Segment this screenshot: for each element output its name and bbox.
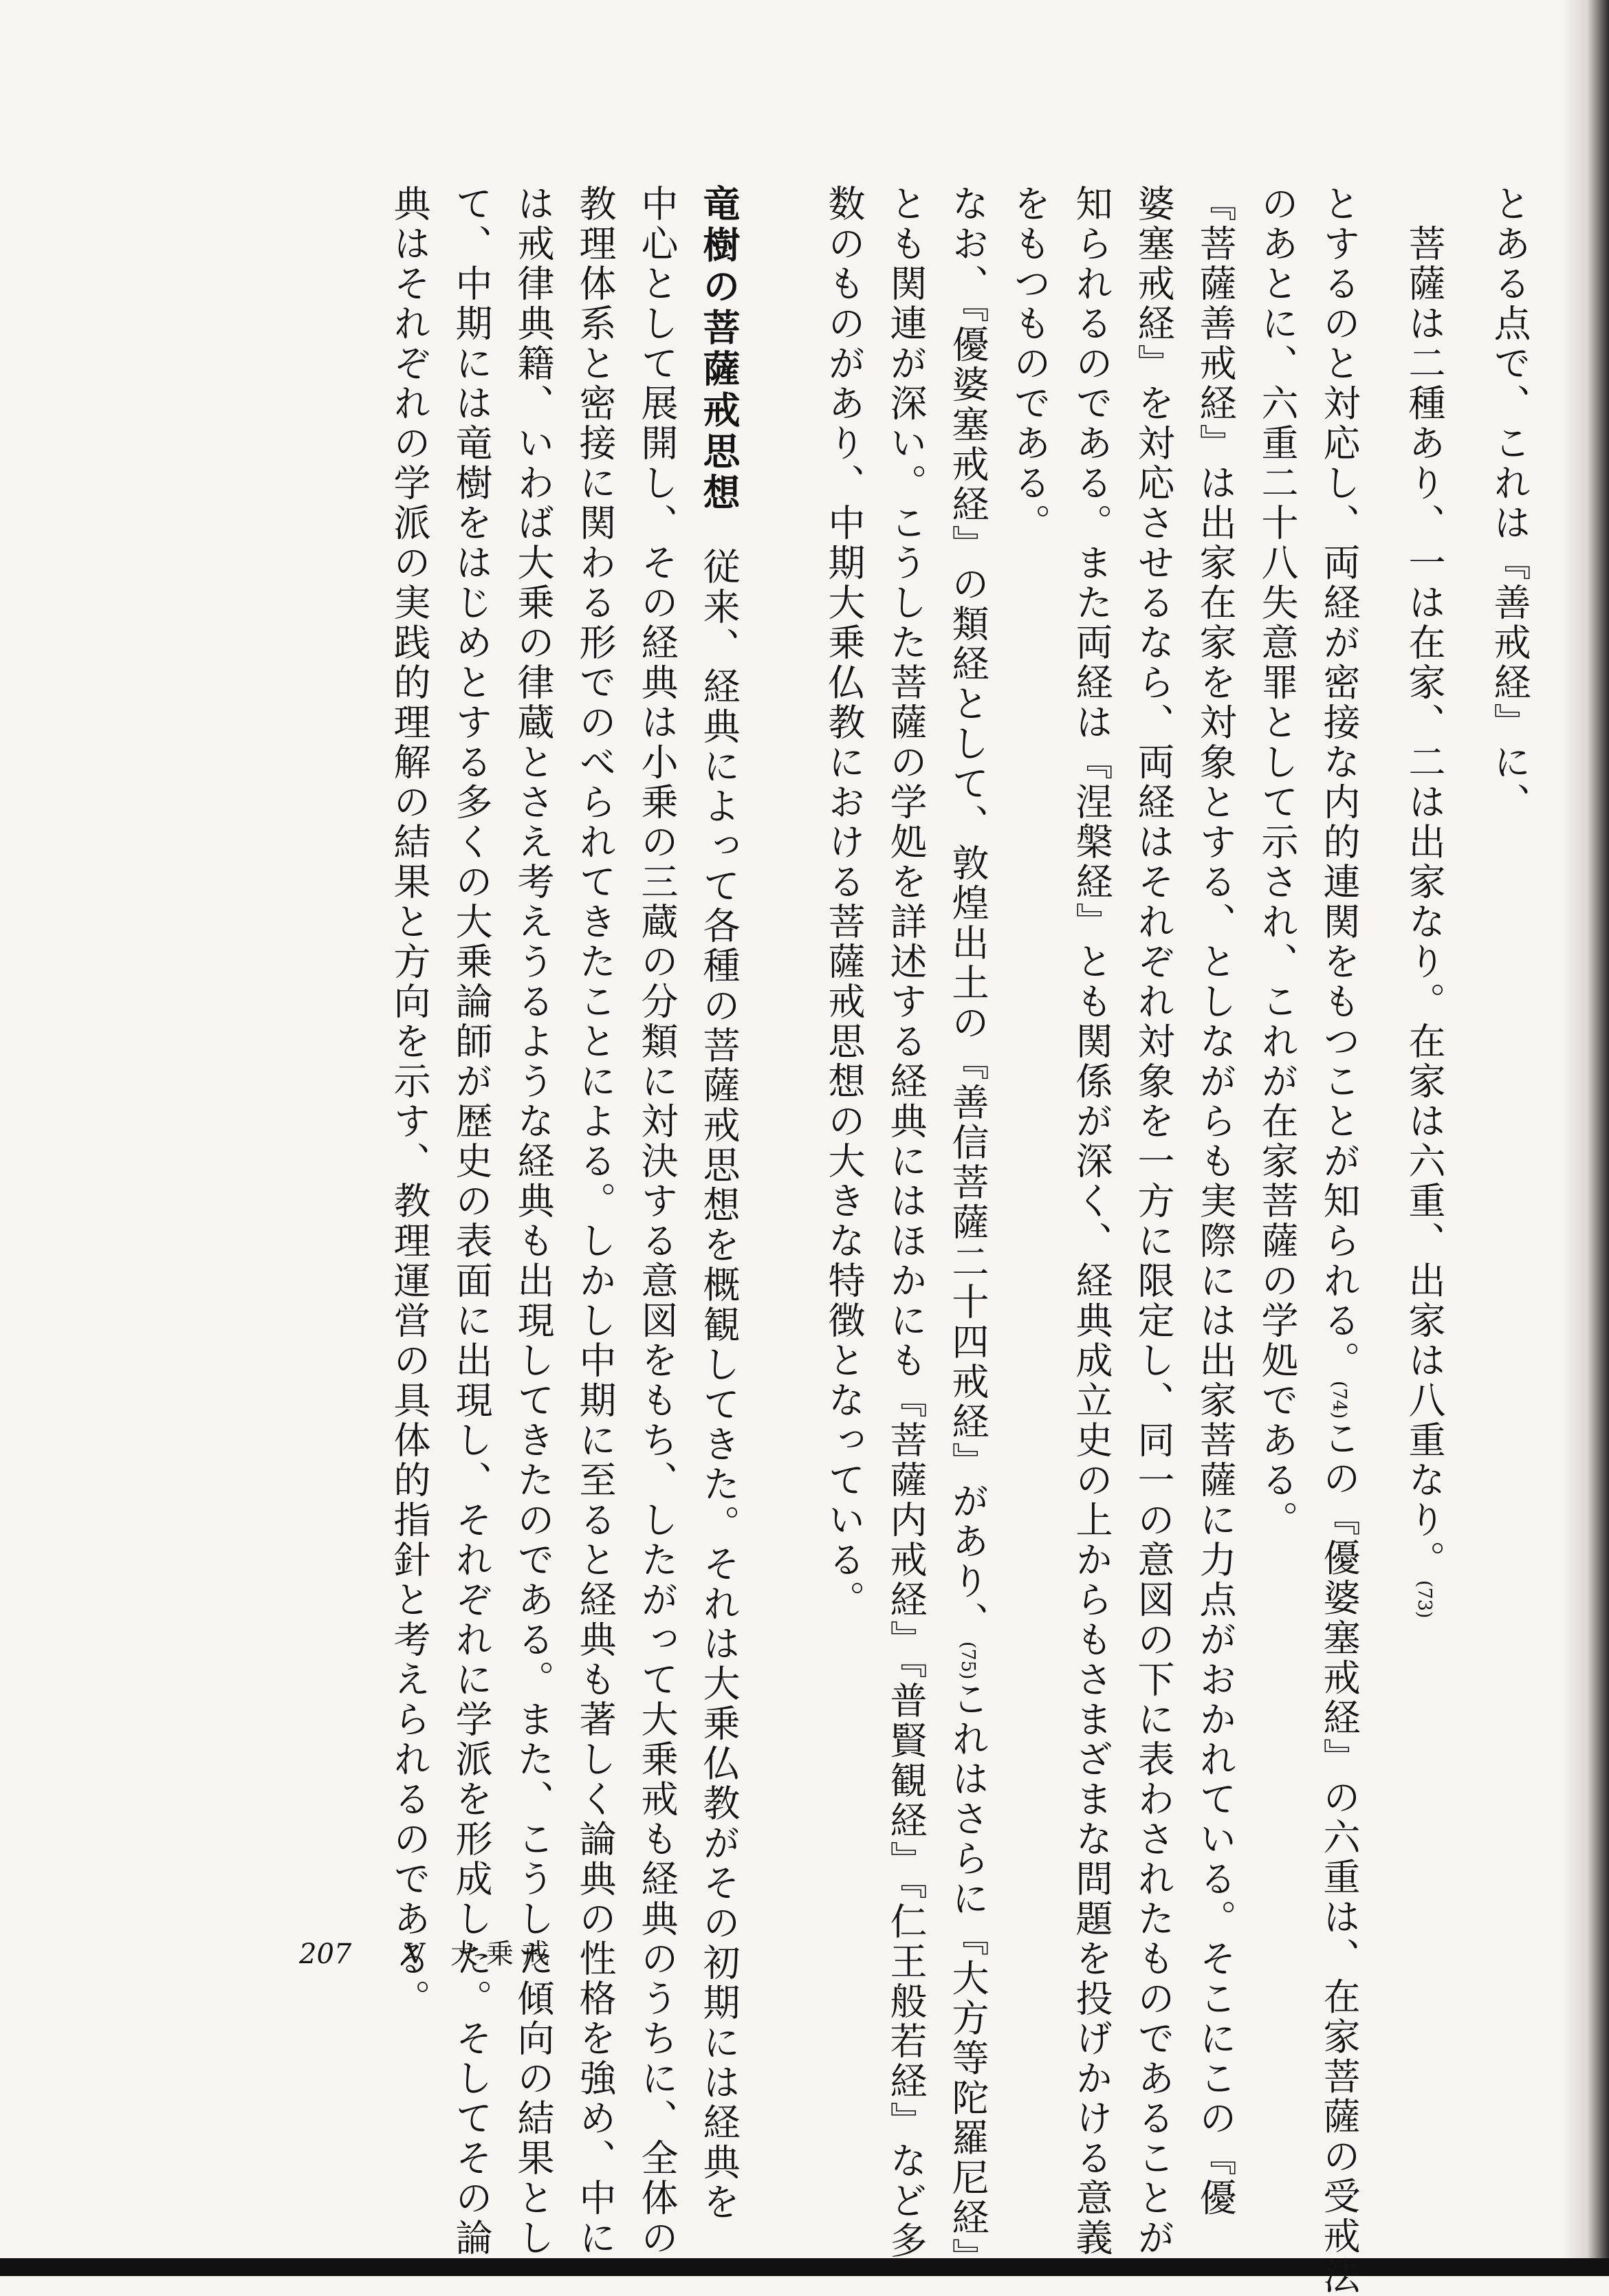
text-segment: この『優婆塞戒経』の六重は、在家菩薩の受戒法	[1317, 1419, 1361, 2296]
text-line	[937, 184, 998, 2278]
footnote-marker-74: (74)	[1328, 1381, 1350, 1419]
text-line	[1122, 184, 1184, 2258]
scan-bottom-border	[0, 2258, 1609, 2276]
text-line	[1184, 184, 1246, 2218]
heading-line	[688, 184, 749, 2222]
text-segment: をもつものである。	[1008, 184, 1051, 543]
text-line	[875, 184, 937, 2261]
text-segment: 従来、経典によって各種の菩薩戒思想を概観してきた。それは大乗仏教がその初期には経典を	[697, 547, 741, 2222]
chapter-title: V 大乗戒	[405, 1938, 558, 1970]
text-line	[1308, 184, 1370, 2296]
text-segment: 典はそれぞれの学派の実践的理解の結果と方向を示す、教理運営の具体的指針と考えられるのである。	[388, 184, 431, 2019]
text-segment: 数のものがあり、中期大乗仏教における菩薩戒思想の大きな特徴となっている。	[822, 184, 866, 1620]
text-line	[440, 184, 502, 2258]
text-line	[1246, 184, 1308, 1835]
text-segment: 知られるのである。また両経は『涅槃経』とも関係が深く、経典成立史の上からもさまざまな問題を投げかける意義	[1070, 184, 1113, 2258]
section-heading: 竜樹の菩薩戒思想	[697, 184, 741, 514]
text-segment: これはさらに『大方等陀羅尼経』	[946, 1679, 989, 2278]
text-segment: とある点で、これは『善戒経』に、	[1488, 184, 1531, 822]
text-segment: のあとに、六重二十八失意罪として示され、これが在家菩薩の学処である。	[1256, 184, 1299, 1540]
text-line	[1478, 184, 1540, 1835]
text-segment: て、中期には竜樹をはじめとする多くの大乗論師が歴史の表面に出現し、それぞれに学派を形成した。そしてその論	[450, 184, 493, 2258]
text-line	[998, 184, 1060, 1835]
text-line	[502, 184, 564, 2258]
text-line	[626, 184, 688, 2258]
text-line	[1060, 184, 1122, 2258]
text-segment: 『菩薩善戒経』は出家在家を対象とする、としながらも実際には出家菩薩に力点がおかれている。そこにこの『優	[1194, 184, 1237, 2218]
quoted-text-line	[1393, 184, 1455, 1835]
footnote-marker-73: (73)	[1414, 1580, 1435, 1619]
page-edge-shadow	[1561, 0, 1609, 2276]
footnote-marker-75: (75)	[957, 1641, 978, 1680]
text-segment: とするのと対応し、両経が密接な内的連関をもつことが知られる。	[1317, 184, 1361, 1381]
text-segment: 中心として展開し、その経典は小乗の三蔵の分類に対決する意図をもち、したがって大乗戒も経典のうちに、全体の	[635, 184, 679, 2258]
text-segment: 教理体系と密接に関わる形でのべられてきたことによる。しかし中期に至ると経典も著しく論典の性格を強め、中に	[573, 184, 617, 2258]
page-number: 207	[299, 1938, 352, 1970]
text-segment: 婆塞戒経』を対応させるなら、両経はそれぞれ対象を一方に限定し、同一の意図の下に表わされたものであることが	[1132, 184, 1175, 2258]
text-line	[378, 184, 440, 2019]
text-line	[564, 184, 626, 2258]
text-segment: とも関連が深い。こうした菩薩の学処を詳述する経典にはほかにも『菩薩内戒経』『普賢観経』『仁王般若経』など多	[884, 184, 928, 2261]
text-line	[813, 184, 875, 1835]
text-segment: 菩薩は二種あり、一は在家、二は出家なり。在家は六重、出家は八重なり。	[1403, 224, 1446, 1580]
page-footer	[299, 1932, 558, 1971]
text-segment: なお、『優婆塞戒経』の類経として、敦煌出土の『善信菩薩二十四戒経』があり、	[946, 184, 989, 1641]
text-segment: は戒律典籍、いわば大乗の律蔵とさえ考えうるような経典も出現してきたのである。また、こうした傾向の結果とし	[512, 184, 555, 2258]
